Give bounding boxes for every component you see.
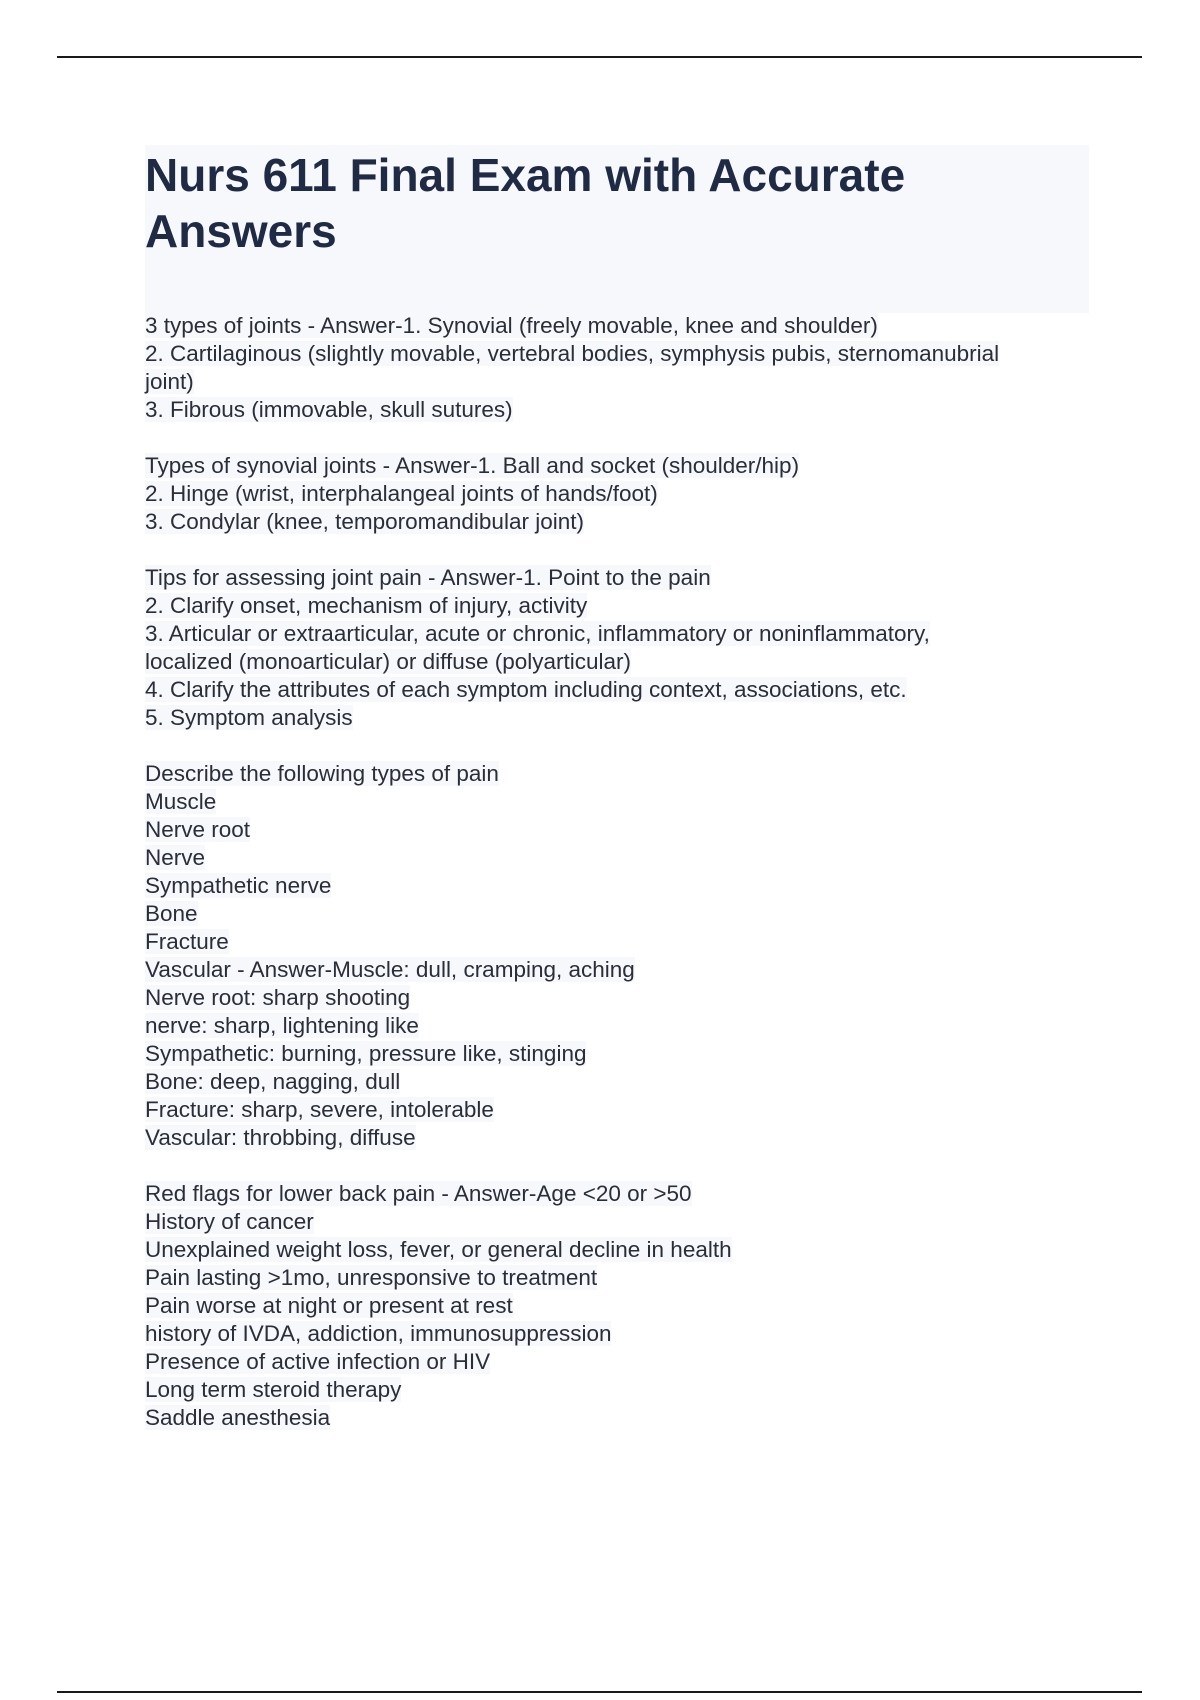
text-line: 3. Fibrous (immovable, skull sutures) (145, 397, 513, 422)
text-line: Vascular - Answer-Muscle: dull, cramping, aching (145, 957, 635, 982)
text-line: Long term steroid therapy (145, 1377, 402, 1402)
qa-item-joint-pain-tips (145, 564, 1105, 732)
text-line: 2. Hinge (wrist, interphalangeal joints of hands/foot) (145, 481, 658, 506)
text-line: 3. Condylar (knee, temporomandibular joint) (145, 509, 584, 534)
qa-item-back-pain-red-flags (145, 1180, 1105, 1432)
text-line: Fracture: sharp, severe, intolerable (145, 1097, 494, 1122)
page-bottom-rule (57, 1691, 1142, 1693)
text-line: History of cancer (145, 1209, 314, 1234)
page-top-rule (57, 56, 1142, 58)
text-line: Nerve (145, 845, 206, 870)
text-line: Bone (145, 901, 198, 926)
text-line: joint) (145, 369, 194, 394)
text-line: Unexplained weight loss, fever, or general decline in health (145, 1237, 732, 1262)
text-line: Tips for assessing joint pain - Answer-1. Point to the pain (145, 565, 711, 590)
text-line: Pain worse at night or present at rest (145, 1293, 513, 1318)
text-line: 2. Cartilaginous (slightly movable, vertebral bodies, symphysis pubis, sternomanubrial (145, 341, 1000, 366)
qa-item-pain-types (145, 760, 1105, 1152)
text-line: history of IVDA, addiction, immunosuppression (145, 1321, 612, 1346)
text-line: nerve: sharp, lightening like (145, 1013, 419, 1038)
text-line: Nerve root (145, 817, 251, 842)
text-line: Pain lasting >1mo, unresponsive to treatment (145, 1265, 598, 1290)
document-body (145, 312, 1105, 1460)
text-line: Nerve root: sharp shooting (145, 985, 411, 1010)
text-line: 3. Articular or extraarticular, acute or chronic, inflammatory or noninflammatory, (145, 621, 930, 646)
text-line: 5. Symptom analysis (145, 705, 353, 730)
text-line: 2. Clarify onset, mechanism of injury, activity (145, 593, 588, 618)
text-line: Saddle anesthesia (145, 1405, 331, 1430)
text-line: Red flags for lower back pain - Answer-Age <20 or >50 (145, 1181, 692, 1206)
text-line: Sympathetic nerve (145, 873, 332, 898)
text-line: 4. Clarify the attributes of each symptom including context, associations, etc. (145, 677, 907, 702)
text-line: Muscle (145, 789, 217, 814)
text-line: Sympathetic: burning, pressure like, stinging (145, 1041, 587, 1066)
text-line: Types of synovial joints - Answer-1. Ball and socket (shoulder/hip) (145, 453, 800, 478)
text-line: localized (monoarticular) or diffuse (polyarticular) (145, 649, 632, 674)
title-block (145, 145, 1089, 313)
text-line: Vascular: throbbing, diffuse (145, 1125, 416, 1150)
qa-item-synovial-joints (145, 452, 1105, 536)
text-line: Describe the following types of pain (145, 761, 499, 786)
text-line: 3 types of joints - Answer-1. Synovial (freely movable, knee and shoulder) (145, 313, 878, 338)
text-line: Fracture (145, 929, 229, 954)
qa-item-joint-types (145, 312, 1105, 424)
page-title: Nurs 611 Final Exam with Accurate Answers (145, 149, 906, 257)
text-line: Presence of active infection or HIV (145, 1349, 491, 1374)
text-line: Bone: deep, nagging, dull (145, 1069, 401, 1094)
